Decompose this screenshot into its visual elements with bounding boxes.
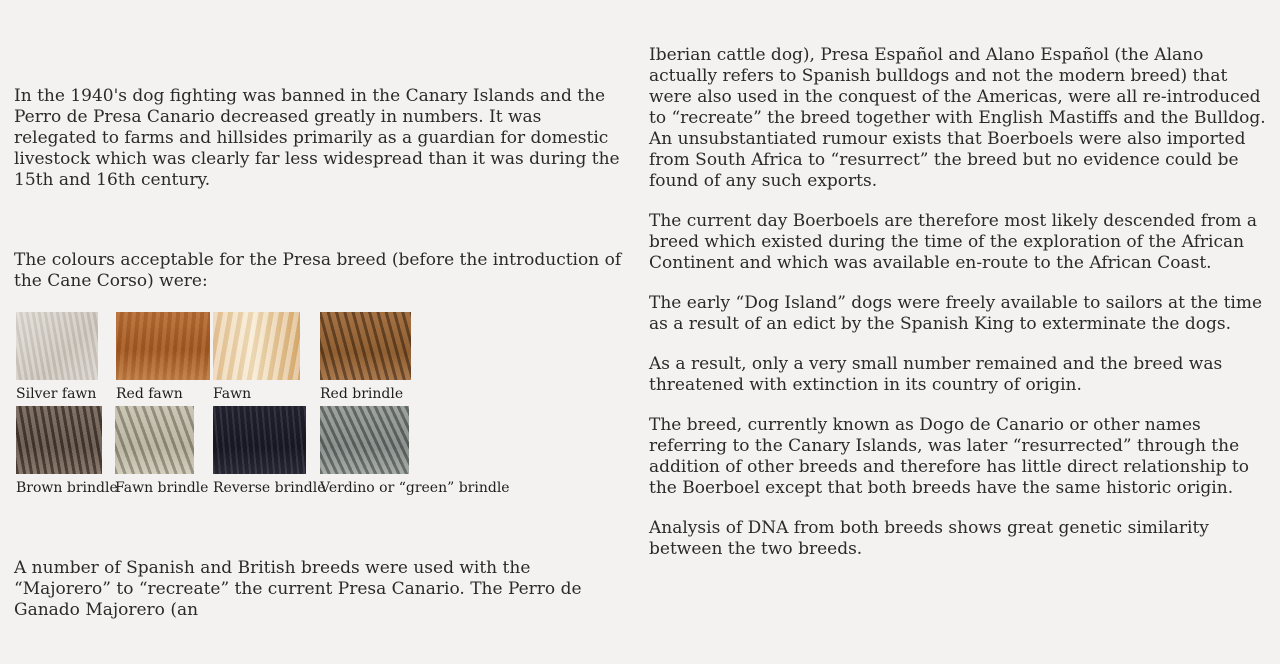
swatch-caption: Fawn brindle: [115, 480, 209, 496]
swatch-silver-fawn: [16, 312, 98, 402]
fawn-brindle-coat-image: [115, 406, 194, 474]
paragraph-dna-analysis: Analysis of DNA from both breeds shows great genetic similarity between the two breeds.: [649, 518, 1209, 559]
fawn-coat-image: [213, 312, 300, 380]
swatch-caption: Silver fawn: [16, 386, 97, 402]
swatch-reverse-brindle: [213, 406, 326, 496]
paragraph-colours-intro: The colours acceptable for the Presa breed (before the introduction of the Cane Corso) were:: [14, 250, 622, 291]
paragraph-dogo-de-canario: The breed, currently known as Dogo de Canario or other names referring to the Canary Islands, was later “resurrected” through the addition of other breeds and therefore has little direct relationship to the Boerboel except that both breeds have the same historic origin.: [649, 415, 1249, 498]
paragraph-boerboel-descent: The current day Boerboels are therefore most likely descended from a breed which existed during the time of the exploration of the African Continent and which was available en-route to the African Coast.: [649, 211, 1258, 273]
swatch-red-fawn: [116, 312, 210, 402]
paragraph-iberian-cattle-dog: Iberian cattle dog), Presa Español and Alano Español (the Alano actually refers to Spanish bulldogs and not the modern breed) that were also used in the conquest of the Americas, were all re-introduced to “recreate” the breed together with English Mastiffs and the Bulldog. An unsubstantiated rumour exists that Boerboels were also imported from South Africa to “resurrect” the breed but no evidence could be found of any such exports.: [649, 45, 1266, 191]
swatch-brown-brindle: [16, 406, 118, 496]
verdino-brindle-coat-image: [320, 406, 409, 474]
swatch-caption: Verdino or “green” brindle: [320, 480, 510, 496]
right-column: [649, 45, 1269, 579]
swatch-fawn: [213, 312, 300, 402]
swatch-caption: Fawn: [213, 386, 252, 402]
swatch-caption: Red brindle: [320, 386, 404, 402]
swatch-fawn-brindle: [115, 406, 208, 496]
reverse-brindle-coat-image: [213, 406, 306, 474]
paragraph-dog-fighting-ban: In the 1940's dog fighting was banned in the Canary Islands and the Perro de Presa Canario decreased greatly in numbers. It was relegated to farms and hillsides primarily as a guardian for domestic livestock which was clearly far less widespread than it was during the 15th and 16th century.: [14, 86, 620, 190]
paragraph-spanish-british-breeds: A number of Spanish and British breeds were used with the “Majorero” to “recreate” the current Presa Canario. The Perro de Ganado Majorero (an: [14, 558, 582, 620]
brown-brindle-coat-image: [16, 406, 102, 474]
swatch-red-brindle: [320, 312, 411, 402]
swatch-caption: Reverse brindle: [213, 480, 326, 496]
silver-fawn-coat-image: [16, 312, 98, 380]
left-column: [14, 86, 626, 620]
paragraph-dog-island: The early “Dog Island” dogs were freely available to sailors at the time as a result of an edict by the Spanish King to exterminate the dogs.: [649, 293, 1263, 334]
paragraph-extinction-threat: As a result, only a very small number remained and the breed was threatened with extinction in its country of origin.: [649, 354, 1223, 395]
red-brindle-coat-image: [320, 312, 411, 380]
red-fawn-coat-image: [116, 312, 210, 380]
swatch-caption: Brown brindle: [16, 480, 118, 496]
swatch-verdino-brindle: [320, 406, 510, 496]
swatch-caption: Red fawn: [116, 386, 183, 402]
